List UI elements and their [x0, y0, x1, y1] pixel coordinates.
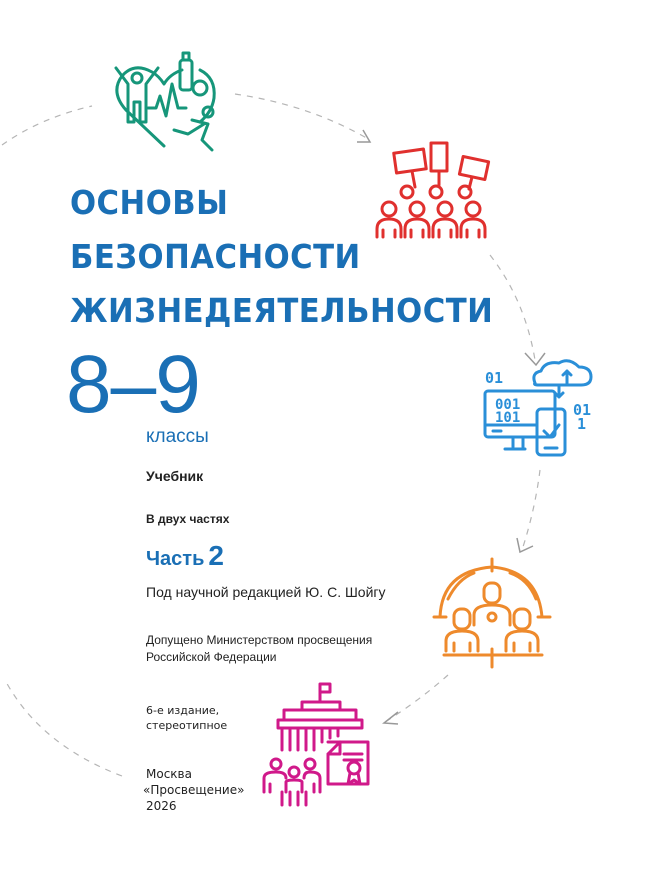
approval-line-1: Допущено Министерством просвещения: [146, 633, 373, 647]
part-label: Часть: [146, 548, 205, 570]
grade-range: 8–9: [66, 339, 200, 430]
svg-text:1: 1: [577, 415, 587, 433]
grade-label: классы: [146, 426, 209, 447]
part-heading: [146, 540, 224, 572]
svg-text:101: 101: [495, 410, 521, 426]
approval-line-2: Российской Федерации: [146, 650, 277, 664]
svg-text:001: 001: [495, 397, 521, 413]
approval-note: [146, 632, 372, 666]
title-line-1: ОСНОВЫ: [70, 183, 229, 222]
digital-security-icon: [475, 357, 615, 457]
government-document-icon: [258, 680, 378, 805]
title-line-2: БЕЗОПАСНОСТИ: [70, 237, 361, 276]
edition-line-2: стереотипное: [146, 719, 228, 732]
title-line-3: ЖИЗНЕДЕЯТЕЛЬНОСТИ: [70, 291, 494, 330]
svg-text:01: 01: [485, 369, 504, 387]
healthy-lifestyle-icon: [104, 50, 224, 155]
imprint-publisher: «Просвещение»: [143, 783, 245, 797]
imprint: [143, 766, 244, 814]
protest-crowd-icon: [375, 137, 505, 237]
part-number: 2: [208, 540, 224, 571]
edition-note: [146, 703, 227, 733]
book-type: Учебник: [146, 468, 204, 484]
imprint-year: 2026: [146, 799, 177, 813]
parts-note: В двух частях: [146, 512, 230, 526]
targeted-people-icon: [432, 557, 552, 672]
svg-text:01: 01: [573, 401, 592, 419]
edition-line-1: 6-е издание,: [146, 704, 220, 717]
imprint-city: Москва: [146, 767, 192, 781]
editor-line: Под научной редакцией Ю. С. Шойгу: [146, 584, 386, 600]
